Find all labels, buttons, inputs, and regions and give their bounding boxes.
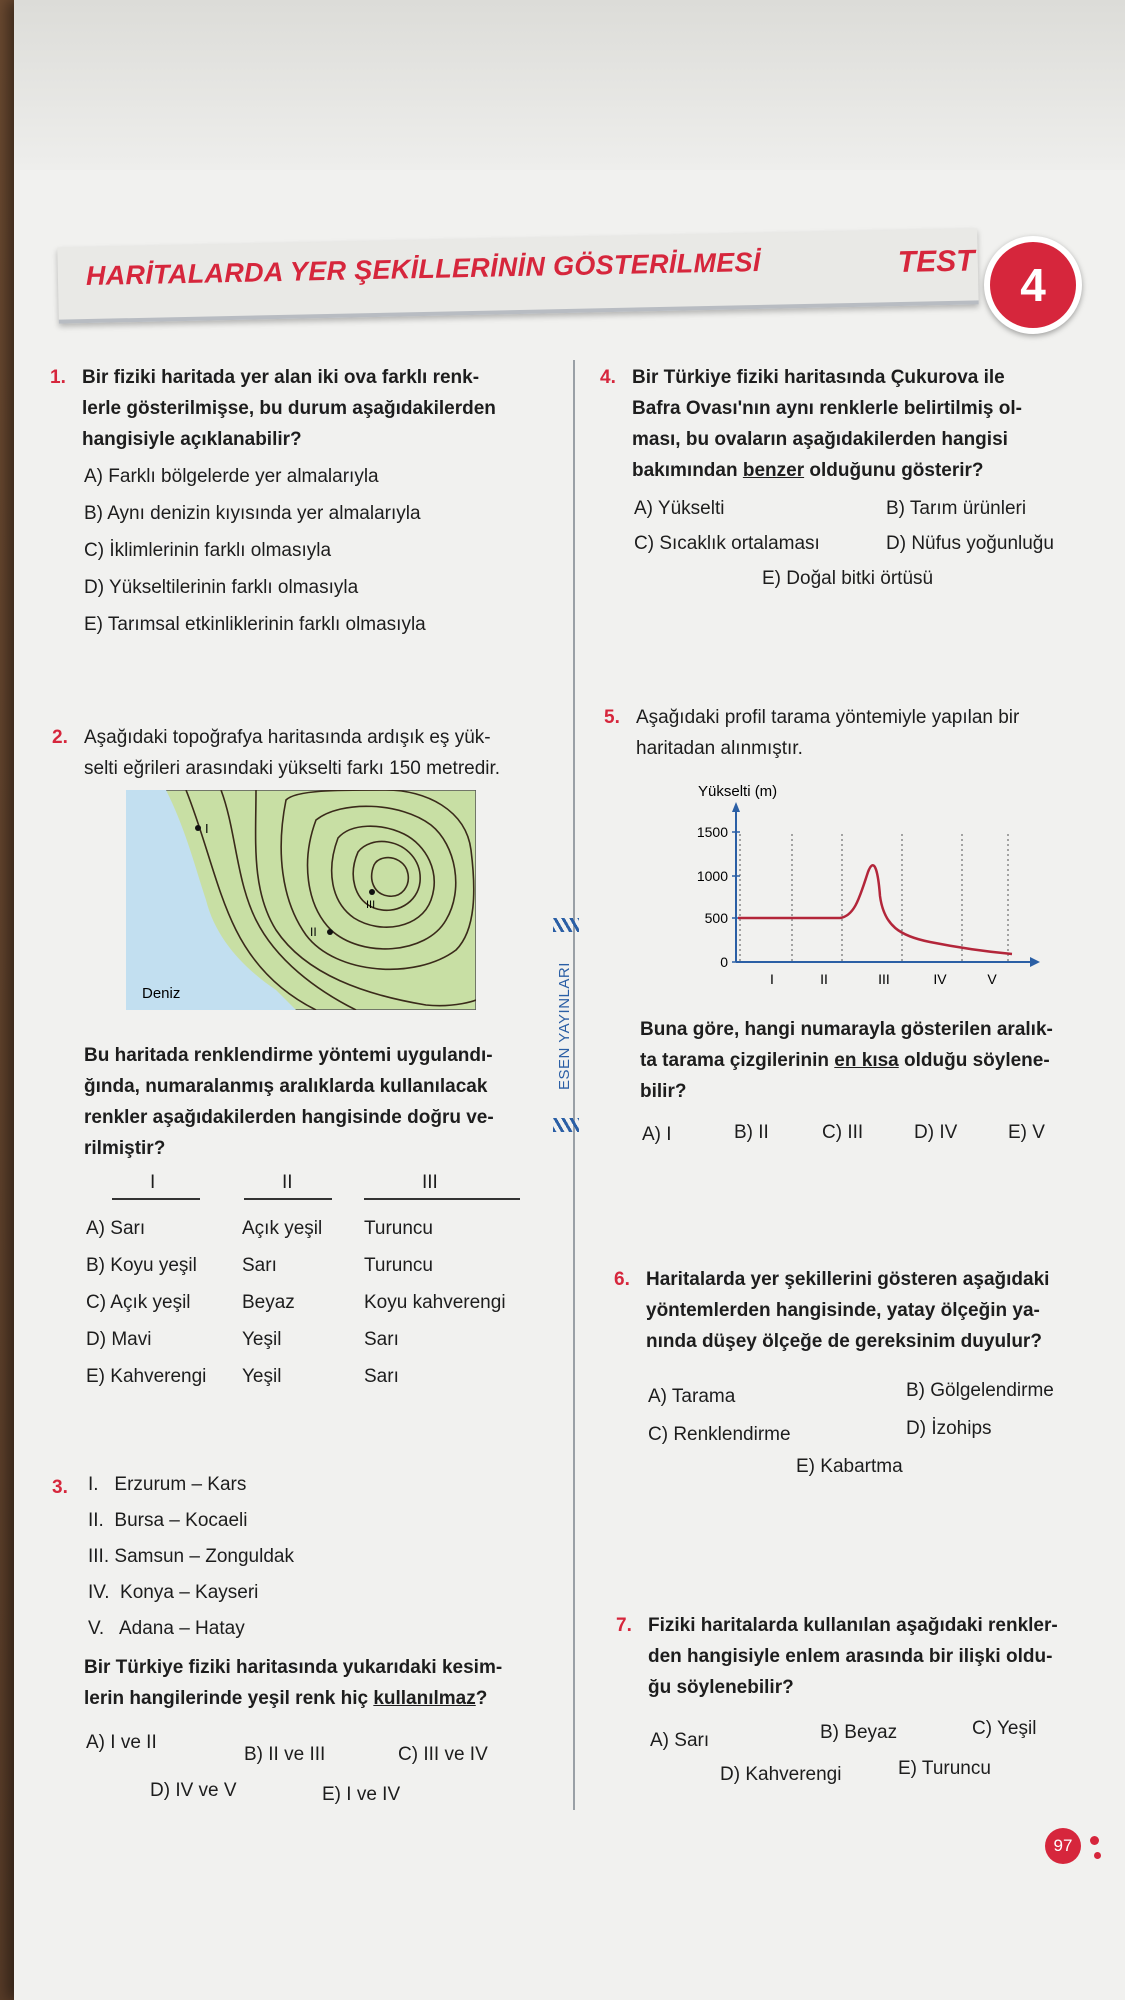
list-item: I. Erzurum – Kars [88,1474,247,1495]
option-e[interactable]: E) Doğal bitki örtüsü [762,568,934,589]
map-label: III [366,899,376,911]
option-a[interactable]: A) Tarama [648,1386,736,1407]
x-tick-label: I [770,971,774,987]
question-text: yöntemlerden hangisinde, yatay ölçeğin ya- [646,1300,1040,1321]
page-title: HARİTALARDA YER ŞEKİLLERİNİN GÖSTERİLMESİ [85,246,761,292]
table-cell: Yeşil [242,1329,282,1350]
profile-curve [738,865,1012,954]
question-2 [52,722,544,784]
x-axis-arrow [1030,957,1040,967]
question-number: 3. [52,1477,68,1498]
question-text: lerin hangilerinde yeşil renk hiç [84,1688,374,1709]
option-a[interactable]: A) Farklı bölgelerde yer almalarıyla [84,466,379,487]
emphasis: kullanılmaz [373,1688,476,1709]
question-text: lerle gösterilmişse, bu durum aşağıdakilerden [82,398,496,419]
question-3-prompt [84,1652,564,1714]
profile-dashed-lines [740,834,1008,962]
question-text: ? [475,1688,488,1709]
question-text: Bu haritada renklendirme yöntemi uygulandı- [84,1045,493,1066]
column-divider [573,360,575,1810]
x-tick-label: II [820,971,828,987]
option-c[interactable]: C) Sıcaklık ortalaması [634,533,820,554]
option-b[interactable]: B) II ve III [244,1744,326,1765]
option-e[interactable]: E) Turuncu [898,1758,991,1779]
table-header-line [364,1198,520,1200]
option-e[interactable]: E) V [1008,1122,1045,1143]
question-text: nında düşey ölçeğe de gereksinim duyulur? [646,1331,1042,1352]
question-text: renkler aşağıdakilerden hangisinde doğru ve- [84,1107,494,1128]
question-text: bilir? [640,1081,687,1102]
list-item: IV. Konya – Kayseri [88,1582,259,1603]
list-item: V. Adana – Hatay [88,1618,245,1639]
question-text: Buna göre, hangi numarayla gösterilen aralık- [640,1019,1053,1040]
previous-page-edge [14,0,1125,170]
list-item: III. Samsun – Zonguldak [88,1546,294,1567]
option-d[interactable]: D) Nüfus yoğunluğu [886,533,1054,554]
option-c[interactable]: C) III ve IV [398,1744,488,1765]
page-number: 97 [1045,1828,1081,1864]
option-b[interactable]: B) II [734,1122,769,1143]
question-5 [604,702,1096,764]
y-tick-label: 1500 [696,824,728,840]
table-cell: Turuncu [364,1218,433,1239]
question-text: rilmiştir? [84,1138,166,1159]
question-text: Bir fiziki haritada yer alan iki ova farklı renk- [82,367,480,388]
table-cell: Turuncu [364,1255,433,1276]
emphasis: benzer [742,460,805,481]
question-2-prompt [84,1040,554,1164]
question-text: olduğunu gösterir? [804,460,984,481]
x-tick-label: III [878,971,890,987]
question-5-prompt [640,1014,1100,1107]
option-b[interactable]: B) Beyaz [820,1722,898,1743]
topographic-map [126,790,476,1010]
table-cell: Koyu kahverengi [364,1292,506,1313]
question-text: ması, bu ovaların aşağıdakilerden hangisi [632,429,1008,450]
question-4 [600,362,1092,486]
y-tick-labels [697,824,740,970]
table-header-line [244,1198,332,1200]
map-label: II [310,925,317,939]
map-label: Deniz [142,985,181,1002]
y-tick-label: 0 [720,954,728,970]
question-text: den hangisiyle enlem arasında bir ilişki oldu- [648,1646,1053,1667]
question-text: Bir Türkiye fiziki haritasında Çukurova ile [632,367,1005,388]
question-text: ta tarama çizgilerinin [640,1050,835,1071]
question-1 [50,362,542,455]
option-c[interactable]: C) Renklendirme [648,1424,791,1445]
divider-stripe-bottom [553,1118,579,1132]
question-number: 1. [50,367,66,388]
question-7 [616,1610,1098,1703]
question-number: 6. [614,1269,630,1290]
table-cell: E) Kahverengi [86,1366,207,1387]
table-cell: B) Koyu yeşil [86,1255,197,1276]
question-text: ğu söylenebilir? [648,1677,794,1698]
option-b[interactable]: B) Tarım ürünleri [886,498,1027,519]
y-axis-arrow [732,802,740,812]
divider-stripe-top [553,918,579,932]
question-text: Haritalarda yer şekillerini gösteren aşağıdaki [646,1269,1050,1290]
table-header: II [282,1172,293,1193]
map-label: I [205,821,209,836]
option-a[interactable]: A) Yükselti [634,498,725,519]
option-e[interactable]: E) Kabartma [796,1456,903,1477]
option-b[interactable]: B) Gölgelendirme [906,1380,1054,1401]
table-cell: Yeşil [242,1366,282,1387]
chart-ylabel: Yükselti (m) [698,783,778,800]
table-cell: Sarı [242,1255,277,1276]
question-text: Bafra Ovası'nın aynı renklerle belirtilmiş ol- [632,398,1022,419]
table-cell: Beyaz [242,1292,295,1313]
option-c[interactable]: C) İklimlerinin farklı olmasıyla [84,540,332,561]
option-a[interactable]: A) Sarı [650,1730,710,1751]
table-header: III [422,1172,438,1193]
option-e[interactable]: E) I ve IV [322,1784,401,1805]
question-text: Fiziki haritalarda kullanılan aşağıdaki renkler- [648,1615,1058,1636]
test-number-badge: 4 [984,236,1082,334]
option-a[interactable]: A) I [642,1124,672,1145]
option-d[interactable]: D) Kahverengi [720,1764,842,1785]
option-d[interactable]: D) IV ve V [150,1780,237,1801]
question-text: haritadan alınmıştır. [636,738,803,759]
point-marker [369,889,375,895]
option-a[interactable]: A) I ve II [86,1732,157,1753]
question-text: selti eğrileri arasındaki yükselti farkı 150 metredir. [84,758,501,779]
table-cell: Sarı [364,1329,399,1350]
table-cell: Sarı [364,1366,399,1387]
point-marker [327,929,333,935]
question-number: 2. [52,727,68,748]
option-d[interactable]: D) Yükseltilerinin farklı olmasıyla [84,577,359,598]
table-header-line [112,1198,200,1200]
profile-chart [690,776,1050,996]
list-item: II. Bursa – Kocaeli [88,1510,248,1531]
table-cell: D) Mavi [86,1329,152,1350]
decorative-dot [1094,1852,1101,1859]
question-text: ğında, numaralanmış aralıklarda kullanılacak [84,1076,488,1097]
option-c[interactable]: C) Yeşil [972,1718,1037,1739]
table-header: I [150,1172,156,1193]
y-tick-label: 1000 [696,868,728,884]
question-text: olduğu söylene- [898,1050,1050,1071]
question-number: 7. [616,1615,632,1636]
emphasis: en kısa [834,1050,899,1071]
table-cell: A) Sarı [86,1218,146,1239]
option-c[interactable]: C) III [822,1122,864,1143]
point-marker [195,825,201,831]
question-6 [614,1264,1096,1357]
publisher-label: ESEN YAYINLARI [556,962,573,1090]
decorative-dot [1090,1836,1099,1845]
option-e[interactable]: E) Tarımsal etkinliklerinin farklı olmasıyla [84,614,426,635]
option-b[interactable]: B) Aynı denizin kıyısında yer almalarıyla [84,503,421,524]
option-d[interactable]: D) IV [914,1122,958,1143]
question-text: Aşağıdaki topoğrafya haritasında ardışık eş yük- [84,727,491,748]
question-text: bakımından [632,460,743,481]
question-text: Bir Türkiye fiziki haritasında yukarıdaki kesim- [84,1657,503,1678]
question-number: 5. [604,707,620,728]
question-text: hangisiyle açıklanabilir? [82,429,302,450]
x-tick-labels [770,971,997,987]
x-tick-label: IV [933,971,947,987]
question-text: Aşağıdaki profil tarama yöntemiyle yapılan bir [636,707,1020,728]
y-tick-label: 500 [704,910,728,926]
option-d[interactable]: D) İzohips [906,1418,992,1439]
test-label: TEST [897,244,975,280]
question-number: 4. [600,367,616,388]
table-cell: C) Açık yeşil [86,1292,191,1313]
table-cell: Açık yeşil [242,1218,323,1239]
x-tick-label: V [987,971,997,987]
